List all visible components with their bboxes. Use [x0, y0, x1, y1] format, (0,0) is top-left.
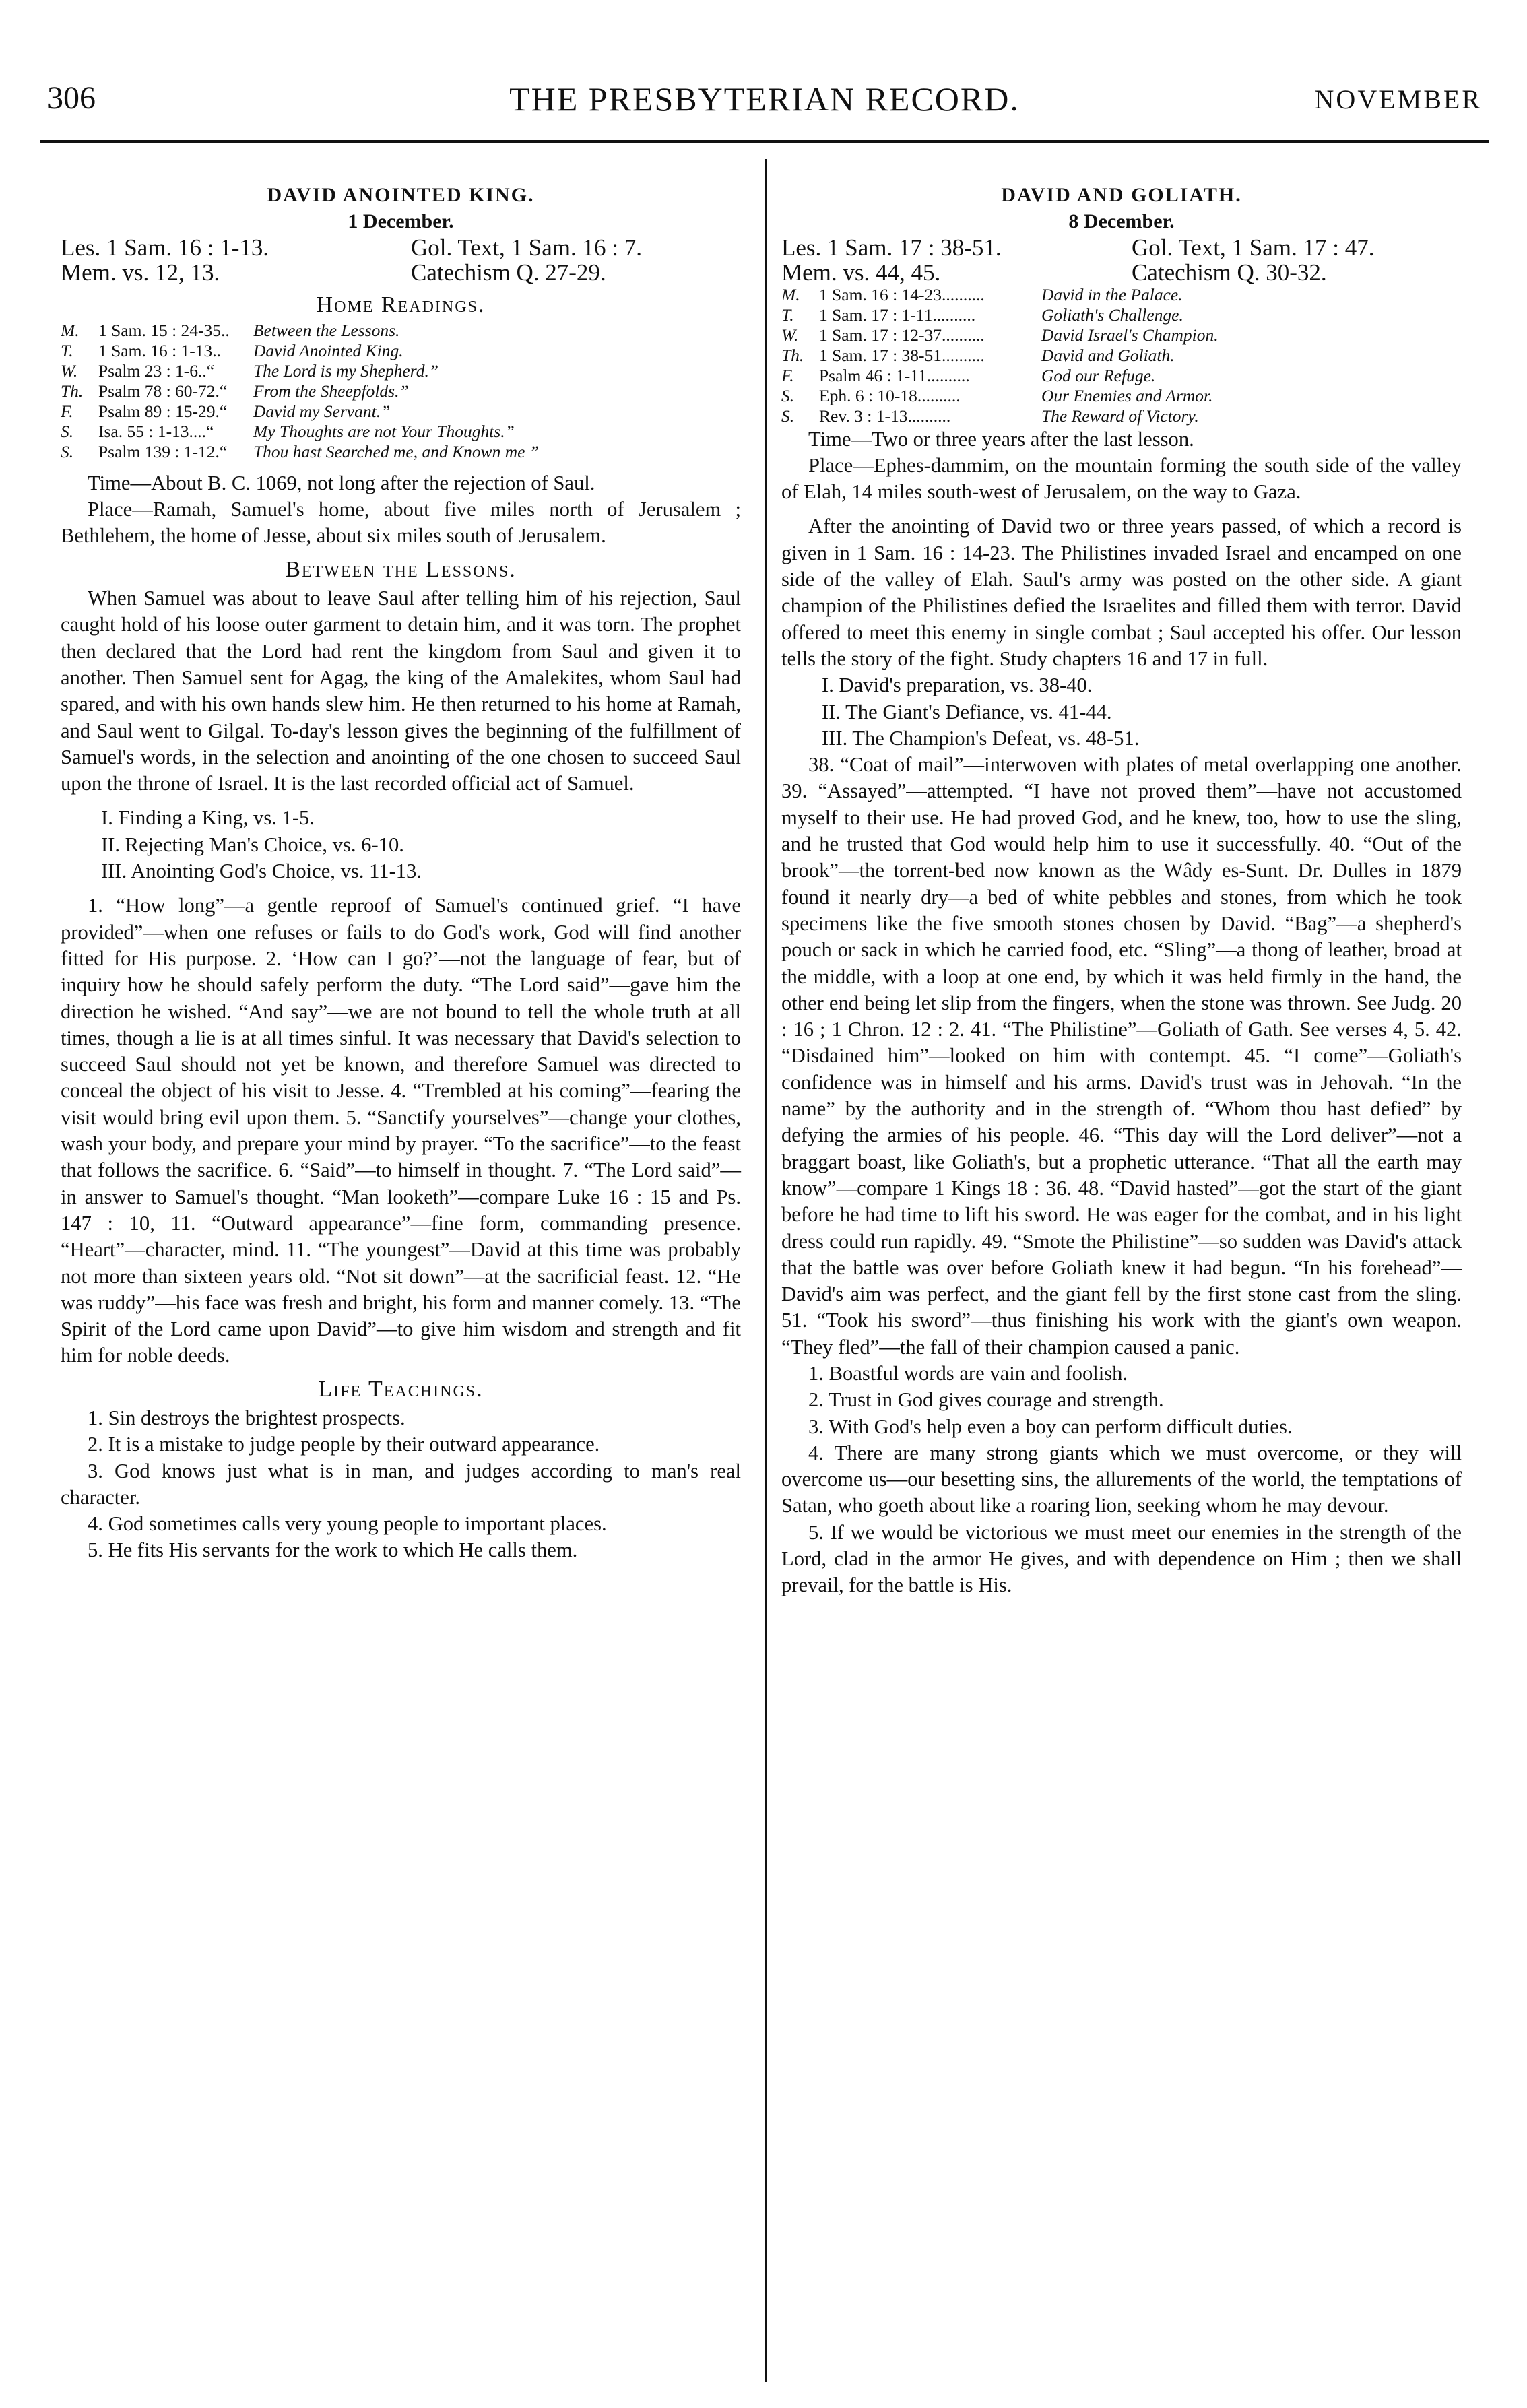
catechism: Catechism Q. 27-29. [411, 259, 606, 286]
teaching-item: 1. Boastful words are vain and foolish. [808, 1361, 1128, 1385]
page-number: 306 [47, 80, 96, 116]
teaching-item: 5. He fits His servants for the work to which He calls them. [88, 1538, 578, 1562]
place-note: Place—Ephes-dammim, on the mountain forming the south side of the valley of Elah, 14 miles south-west of Jerusalem, on the way to Gaza. [781, 453, 1462, 504]
verse-notes: 38. “Coat of mail”—interwoven with plates of metal overlapping one another. 39. “Assayed”—attempted. “I have not proved them”—have not accustomed myself to their use. He had proved God, and he knew, too, how to use the sling, and he trusted that God would help him to use it successfully. 40. “Out of the brook”—the torrent-bed now known as the Wâdy es-Sunt. Dr. Dulles in 1879 found it nearly dry—a bed of white pebbles and stones, from which he took specimens like the five smooth stones chosen by David. “Bag”—a shepherd's pouch or sack in which he carried food, etc. “Sling”—a thong of leather, broad at the middle, with a loop at one end, by which it was held firmly in the hand, the other end being let slip from the fingers, when the stone was thrown. See Judg. 20 : 16 ; 1 Chron. 12 : 2. 41. “The Philistine”—Goliath of Gath. See verses 4, 5. 42. “Disdained him”—looked on him with contempt. 45. “I come”—Goliath's confidence was in himself and his arms. David's trust was in Jehovah. “In the name” by the authority and in the strength of. “Whom thou hast defied” by defying the armies of his people. 46. “This day will the Lord deliver”—not a braggart boast, like Goliath's, but a prophetic utterance. “That all the earth may know”—compare 1 Kings 18 : 36. 48. “David hasted”—got the start of the giant before he had time to lift his sword. He was eager for the combat, and in his light dress could run rapidly. 49. “Smote the Philistine”—so sudden was David's attack that the battle was over before Goliath knew it had begun. “In his forehead”—David's aim was perfect, and the giant fell by the first stone cast from the sling. 51. “Took his sword”—thus finishing his work with the giant's own weapon. “They fled”—the fall of their champion caused a panic. [781, 753, 1462, 1359]
teaching-item: 4. God sometimes calls very young people to important places. [88, 1512, 607, 1536]
catechism: Catechism Q. 30-32. [1132, 259, 1327, 286]
journal-title: THE PRESBYTERIAN RECORD. [509, 80, 1020, 118]
lesson-ref: Les. 1 Sam. 17 : 38-51. [781, 234, 1002, 261]
life-teachings [61, 1405, 741, 1564]
outline-item: III. Anointing God's Choice, vs. 11-13. [101, 859, 422, 883]
reading-row: W. 1 Sam. 17 : 12-37.......... David Israel's Champion. [781, 325, 1219, 345]
header-rule [40, 140, 1489, 143]
home-readings [61, 321, 741, 462]
teaching-item: 4. There are many strong giants which we must overcome, or they will overcome us—our besetting sins, the allurements of the world, the temptations of Satan, who goeth about like a roaring lion, seeking whom he may devour. [781, 1441, 1462, 1518]
lesson-heading: DAVID ANOINTED KING. [267, 184, 535, 206]
reading-row: F. Psalm 89 : 15-29.“ David my Servant.” [61, 401, 391, 421]
outline-item: II. The Giant's Defiance, vs. 41-44. [822, 700, 1112, 723]
lesson-ref: Les. 1 Sam. 16 : 1-13. [61, 234, 269, 261]
lesson-date: 8 December. [1068, 210, 1175, 233]
lesson-date: 1 December. [348, 210, 454, 233]
reading-row: W. Psalm 23 : 1-6..“ The Lord is my Shepherd.” [61, 360, 439, 381]
outline-item: II. Rejecting Man's Choice, vs. 6-10. [101, 833, 404, 856]
memory-verses: Mem. vs. 44, 45. [781, 259, 941, 286]
between-text: When Samuel was about to leave Saul after telling him of his rejection, Saul caught hold of his loose outer garment to detain him, and it was torn. The prophet then declared that the Lord had rent the kingdom from Saul and given it to another. Then Samuel sent for Agag, the king of the Amalekites, whom Saul had spared, and with his own hands slew him. He then returned to his home at Ramah, and Saul went to Gilgal. To-day's lesson gives the beginning of the fulfillment of Samuel's words, in the selection and anointing of the one chosen to succeed Saul upon the throne of Israel. It is the last recorded official act of Samuel. [61, 587, 741, 795]
teachings-title: Life Teachings. [318, 1376, 484, 1402]
reading-row: F. Psalm 46 : 1-11.......... God our Refuge. [781, 365, 1156, 385]
month: NOVEMBER [1314, 84, 1482, 115]
teaching-item: 1. Sin destroys the brightest prospects. [88, 1406, 405, 1429]
reading-row: S. Rev. 3 : 1-13.......... The Reward of Victory. [781, 405, 1199, 426]
golden-text: Gol. Text, 1 Sam. 17 : 47. [1132, 234, 1375, 261]
teaching-item: 3. God knows just what is in man, and judges according to man's real character. [61, 1459, 741, 1509]
reading-row: T. 1 Sam. 17 : 1-11.......... Goliath's Challenge. [781, 304, 1183, 325]
outline-item: III. The Champion's Defeat, vs. 48-51. [822, 726, 1140, 750]
reading-row: Th. Psalm 78 : 60-72.“ From the Sheepfolds.” [61, 381, 409, 401]
reading-row: T. 1 Sam. 16 : 1-13.. David Anointed King. [61, 340, 403, 360]
home-readings [781, 285, 1462, 426]
reading-row: M. 1 Sam. 15 : 24-35.. Between the Lessons. [61, 320, 400, 340]
lesson-meta [61, 235, 741, 285]
reading-row: S. Isa. 55 : 1-13....“ My Thoughts are not Your Thoughts.” [61, 421, 515, 441]
teaching-item: 2. It is a mistake to judge people by their outward appearance. [88, 1433, 600, 1456]
golden-text: Gol. Text, 1 Sam. 16 : 7. [411, 234, 643, 261]
verse-notes: 1. “How long”—a gentle reproof of Samuel's continued grief. “I have provided”—when one refuses or fails to do God's work, God will find another fitted for His purpose. 2. ‘How can I go?’—not the language of fear, but of inquiry how he should safely perform the duty. “The Lord said”—gave him the direction he wished. “And say”—we are not bound to tell the whole truth at all times, though a lie is at all times sinful. It was necessary that David's selection to succeed Saul should not yet be known, and therefore Samuel was directed to conceal the object of his visit to Jesse. 4. “Trembled at his coming”—fearing the visit would bring evil upon them. 5. “Sanctify yourselves”—change your clothes, wash your body, and prepare your mind by prayer. “To the sacrifice”—to the feast that follows the sacrifice. 6. “Said”—to himself in thought. 7. “The Lord said”—in answer to Samuel's thought. “Man looketh”—compare Luke 16 : 15 and Ps. 147 : 10, 11. “Outward appearance”—fine form, commanding presence. “Heart”—character, mind. 11. “The youngest”—David at this time was probably not more than sixteen years old. “Not sit down”—at the sacrificial feast. 12. “He was ruddy”—his face was fresh and bright, his form and manner comely. 13. “The Spirit of the Lord came upon David”—to give him wisdom and strength and fit him for noble deeds. [61, 894, 741, 1367]
memory-verses: Mem. vs. 12, 13. [61, 259, 220, 286]
running-header [40, 79, 1489, 133]
intro-text: After the anointing of David two or three years passed, of which a record is given in 1 Sam. 16 : 14-23. The Philistines invaded Israel and encamped on one side of the valley of Elah. Saul's army was posted on the other side. A giant champion of the Philistines defied the Israelites and filled them with terror. David offered to meet this enemy in single combat ; Saul accepted his offer. Our lesson tells the story of the fight. Study chapters 16 and 17 in full. [781, 515, 1462, 670]
reading-row: Th. 1 Sam. 17 : 38-51.......... David and Goliath. [781, 345, 1175, 365]
teaching-item: 5. If we would be victorious we must meet our enemies in the strength of the Lord, clad in the armor He gives, and with dependence on Him ; then we shall prevail, for the battle is His. [781, 1520, 1462, 1597]
reading-row: M. 1 Sam. 16 : 14-23.......... David in the Palace. [781, 284, 1183, 304]
lesson-outline [61, 805, 741, 884]
lesson-outline [781, 672, 1462, 752]
place-note: Place—Ramah, Samuel's home, about five miles north of Jerusalem ; Bethlehem, the home of Jesse, about six miles south of Jerusalem. [61, 498, 741, 548]
life-teachings [781, 1361, 1462, 1599]
readings-title: Home Readings. [316, 292, 486, 317]
left-column [61, 182, 741, 1564]
reading-row: S. Eph. 6 : 10-18.......... Our Enemies and Armor. [781, 385, 1213, 405]
column-divider [765, 159, 767, 2382]
page [40, 27, 1489, 2384]
teaching-item: 3. With God's help even a boy can perform difficult duties. [808, 1414, 1293, 1438]
lesson-heading: DAVID AND GOLIATH. [1001, 184, 1242, 206]
outline-item: I. David's preparation, vs. 38-40. [822, 674, 1093, 697]
time-note: Time—About B. C. 1069, not long after the rejection of Saul. [88, 471, 595, 494]
time-note: Time—Two or three years after the last lesson. [808, 427, 1194, 451]
lesson-meta [781, 235, 1462, 285]
between-title: Between the Lessons. [285, 556, 517, 582]
reading-row: S. Psalm 139 : 1-12.“ Thou hast Searched me, and Known me ” [61, 441, 540, 461]
right-column [781, 182, 1462, 1599]
outline-item: I. Finding a King, vs. 1-5. [101, 806, 315, 830]
teaching-item: 2. Trust in God gives courage and strength. [808, 1388, 1164, 1412]
